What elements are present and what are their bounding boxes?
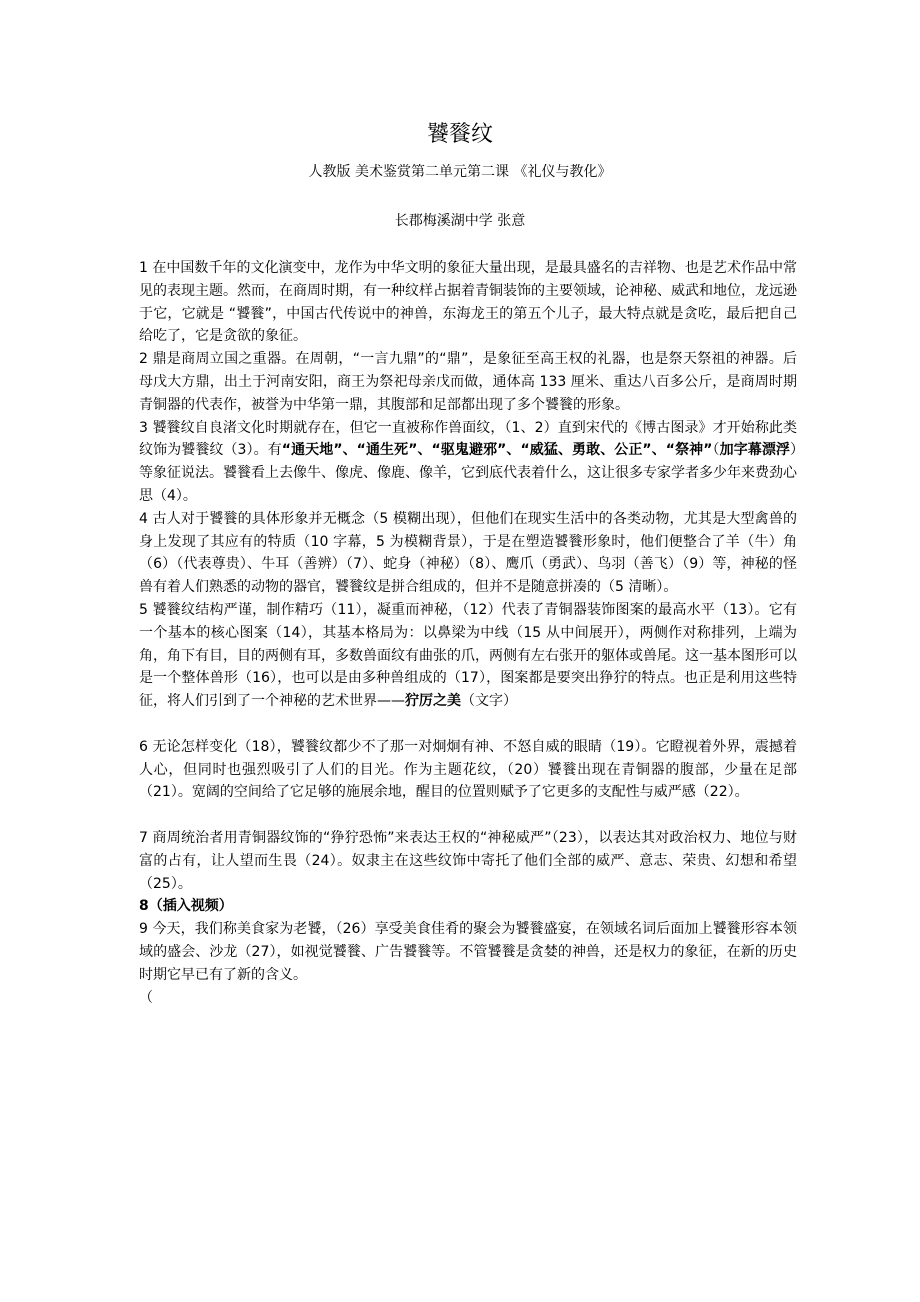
paragraph-5-text-c: （文字） bbox=[461, 693, 517, 710]
paragraph-8 bbox=[139, 895, 797, 918]
paragraph-3-bold-caption-note: 加字幕漂浮 bbox=[719, 442, 791, 459]
paragraph-9: 9 今天，我们称美食家为老饕，（26）享受美食佳肴的聚会为饕餮盛宴，在领域名词后面加上饕餮形容本领域的盛会、沙龙（27），如视觉饕餮、广告饕餮等。不管饕餮是贪婪的神兽，还是权力的象征，在新的历史时期它早已有了新的含义。 bbox=[139, 921, 797, 983]
paragraph-10: （ bbox=[139, 989, 153, 1006]
document-subtitle: 人教版 美术鉴赏第二单元第二课 《礼仪与教化》 bbox=[308, 164, 612, 180]
blank-line bbox=[139, 713, 797, 736]
paragraph-3-bold-symbolism: “通天地”、“通生死”、“驱鬼避邪”、“威猛、勇敢、公正”、“祭神” bbox=[281, 442, 713, 459]
paragraph-5 bbox=[139, 599, 797, 713]
paragraph-8-bold: 8（插入视频） bbox=[139, 898, 233, 915]
paragraph-3-text-a: 3 饕餮纹自良渚文化时期就存在，但它一直被称作兽面纹，（1、2）直到宋代的《博古图录》才开始称此类纹饰为饕餮纹（3）。有 bbox=[139, 419, 797, 459]
blank-line bbox=[139, 804, 797, 827]
paragraph-3-text-e: ）等象征说法。饕餮看上去像牛、像虎、像鹿、像羊，它到底代表着什么，这让很多专家学者多少年来费劲心思（4）。 bbox=[139, 442, 798, 504]
paragraph-4: 4 古人对于饕餮的具体形象并无概念（5 模糊出现），但他们在现实生活中的各类动物，尤其是大型禽兽的身上发现了其应有的特质（10 字幕，5 为模糊背景），于是在塑造饕餮形象时，他们便整合了羊（牛）角（6）（代表尊贵）、牛耳（善辨）（7）、蛇身（神秘）（8）、鹰爪（勇武）、鸟羽（善飞）（9）等，神秘的怪兽有着人们熟悉的动物的器官，饕餮纹是拼合组成的，但并不是随意拼凑的（5 清晰）。 bbox=[139, 510, 797, 596]
document-body bbox=[139, 257, 797, 1009]
document-title: 饕餮纹 bbox=[426, 122, 493, 147]
paragraph-1: 1 在中国数千年的文化演变中，龙作为中华文明的象征大量出现，是最具盛名的吉祥物、也是艺术作品中常见的表现主题。然而，在商周时期，有一种纹样占据着青铜装饰的主要领域，论神秘、威武和地位，龙远逊于它，它就是 “饕餮”，中国古代传说中的神兽，东海龙王的第五个儿子，最大特点就是贪吃，最后把自己给吃了，它是贪欲的象征。 bbox=[139, 260, 797, 345]
paragraph-5-text-a: 5 饕餮纹结构严谨，制作精巧（11），凝重而神秘，（12）代表了青铜器装饰图案的最高水平（13）。它有一个基本的核心图案（14），其基本格局为：以鼻梁为中线（15 从中间展开），两侧作对称排列，上端为角，角下有目，目的两侧有耳，多数兽面纹有曲张的爪，两侧有左右张开的躯体或兽尾。这一基本图形可以是一个整体兽形（16），也可以是由多种兽组成的（17），图案都是要突出狰狞的特点。也正是利用这些特征，将人们引到了一个神秘的艺术世界—— bbox=[139, 601, 797, 710]
paragraph-5-bold-term: 狞厉之美 bbox=[405, 693, 461, 710]
paragraph-6: 6 无论怎样变化（18），饕餮纹都少不了那一对炯炯有神、不怒自威的眼睛（19）。它瞪视着外界，震撼着人心，但同时也强烈吸引了人们的目光。作为主题花纹，（20）饕餮出现在青铜器的腹部，少量在足部（21）。宽阔的空间给了它足够的施展余地，醒目的位置则赋予了它更多的支配性与威严感（22）。 bbox=[139, 738, 797, 801]
paragraph-7: 7 商周统治者用青铜器纹饰的“狰狞恐怖”来表达王权的“神秘威严”（23），以表达其对政治权力、地位与财富的占有，让人望而生畏（24）。奴隶主在这些纹饰中寄托了他们全部的威严、意志、荣贵、幻想和希望（25）。 bbox=[139, 829, 797, 892]
document-author: 长郡梅溪湖中学 张意 bbox=[394, 213, 526, 229]
paragraph-3 bbox=[139, 417, 797, 508]
paragraph-3-paren-open: （ bbox=[712, 442, 720, 459]
paragraph-2: 2 鼎是商周立国之重器。在周朝，“一言九鼎”的“鼎”，是象征至高王权的礼器，也是祭天祭祖的神器。后母戊大方鼎，出土于河南安阳，商王为祭祀母亲戊而做，通体高 133 厘米、重达八百多公斤，是商周时期青铜器的代表作，被誉为中华第一鼎，其腹部和足部都出现了多个饕餮的形象。 bbox=[139, 351, 797, 413]
